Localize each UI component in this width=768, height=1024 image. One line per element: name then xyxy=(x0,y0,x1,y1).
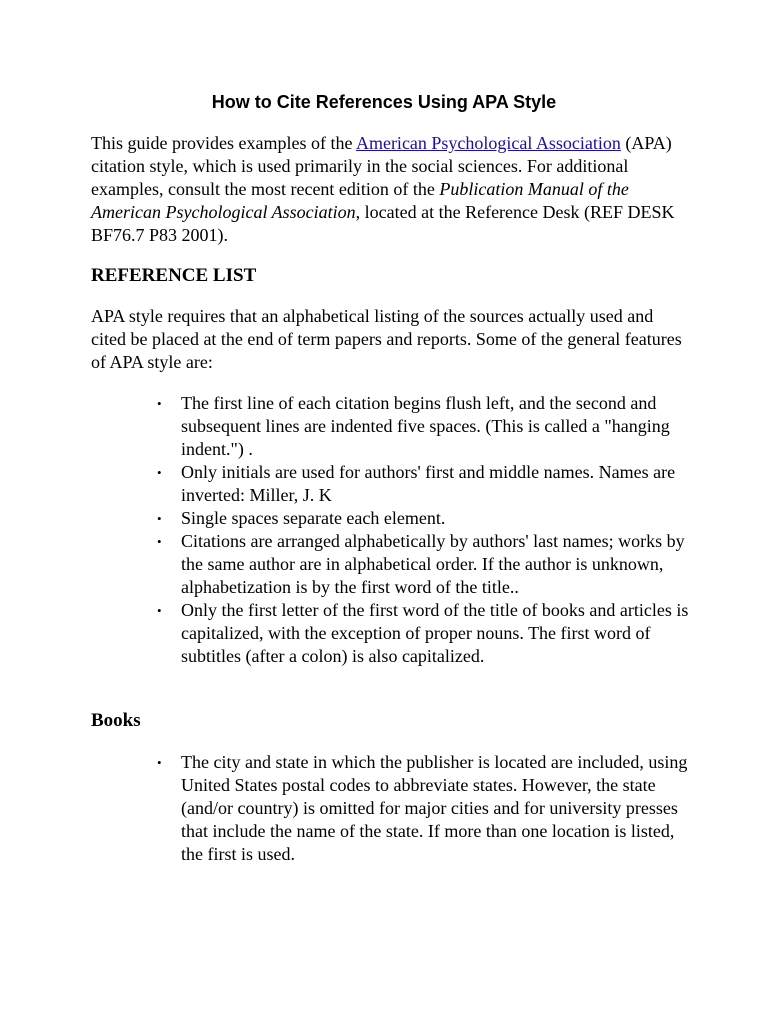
list-item xyxy=(157,530,691,599)
intro-text-before-link: This guide provides examples of the xyxy=(91,133,356,153)
list-item-text: Citations are arranged alphabetically by authors' last names; works by the same author are in alphabetical order. If the author is unknown, alphabetization is by the first word of the title.. xyxy=(181,531,685,597)
list-item-text: The city and state in which the publisher is located are included, using United States postal codes to abbreviate states. However, the state (and/or country) is omitted for major cities and for university presses that include the name of the state. If more than one location is listed, the first is used. xyxy=(181,752,688,864)
list-item xyxy=(157,461,691,507)
intro-paragraph xyxy=(91,132,691,247)
bullet-icon: • xyxy=(157,534,162,549)
reference-list-paragraph: APA style requires that an alphabetical listing of the sources actually used and cited be placed at the end of term papers and reports. Some of the general features of APA style are: xyxy=(91,306,682,372)
bullet-icon: • xyxy=(157,755,162,770)
publication-manual-title: Publication Manual of the American Psychological Association xyxy=(91,179,629,222)
list-item xyxy=(157,392,691,461)
list-item-text: Only the first letter of the first word of the title of books and articles is capitalized, with the exception of proper nouns. The first word of subtitles (after a colon) is also capitalized. xyxy=(181,600,689,666)
books-list xyxy=(157,751,691,866)
list-item-text: The first line of each citation begins flush left, and the second and subsequent lines are indented five spaces. (This is called a "hanging indent.") . xyxy=(181,393,670,459)
page-title: How to Cite References Using APA Style xyxy=(211,92,557,112)
intro-text-after-link: (APA) citation style, which is used primarily in the social sciences. For additional examples, consult the most recent edition of the xyxy=(91,133,672,199)
list-item xyxy=(157,507,691,530)
list-item-text: Single spaces separate each element. xyxy=(181,508,446,528)
apa-features-list xyxy=(157,392,691,668)
books-heading: Books xyxy=(91,710,141,731)
bullet-icon: • xyxy=(157,465,162,480)
list-item xyxy=(157,751,691,866)
bullet-icon: • xyxy=(157,511,162,526)
apa-association-link[interactable]: American Psychological Association xyxy=(355,133,621,153)
bullet-icon: • xyxy=(157,603,162,618)
list-item-text: Only initials are used for authors' first and middle names. Names are inverted: Miller, J. K xyxy=(181,462,676,505)
bullet-icon: • xyxy=(157,396,162,411)
reference-list-heading: REFERENCE LIST xyxy=(91,265,257,286)
list-item xyxy=(157,599,691,668)
intro-text-end: , located at the Reference Desk (REF DESK BF76.7 P83 2001). xyxy=(91,202,675,245)
